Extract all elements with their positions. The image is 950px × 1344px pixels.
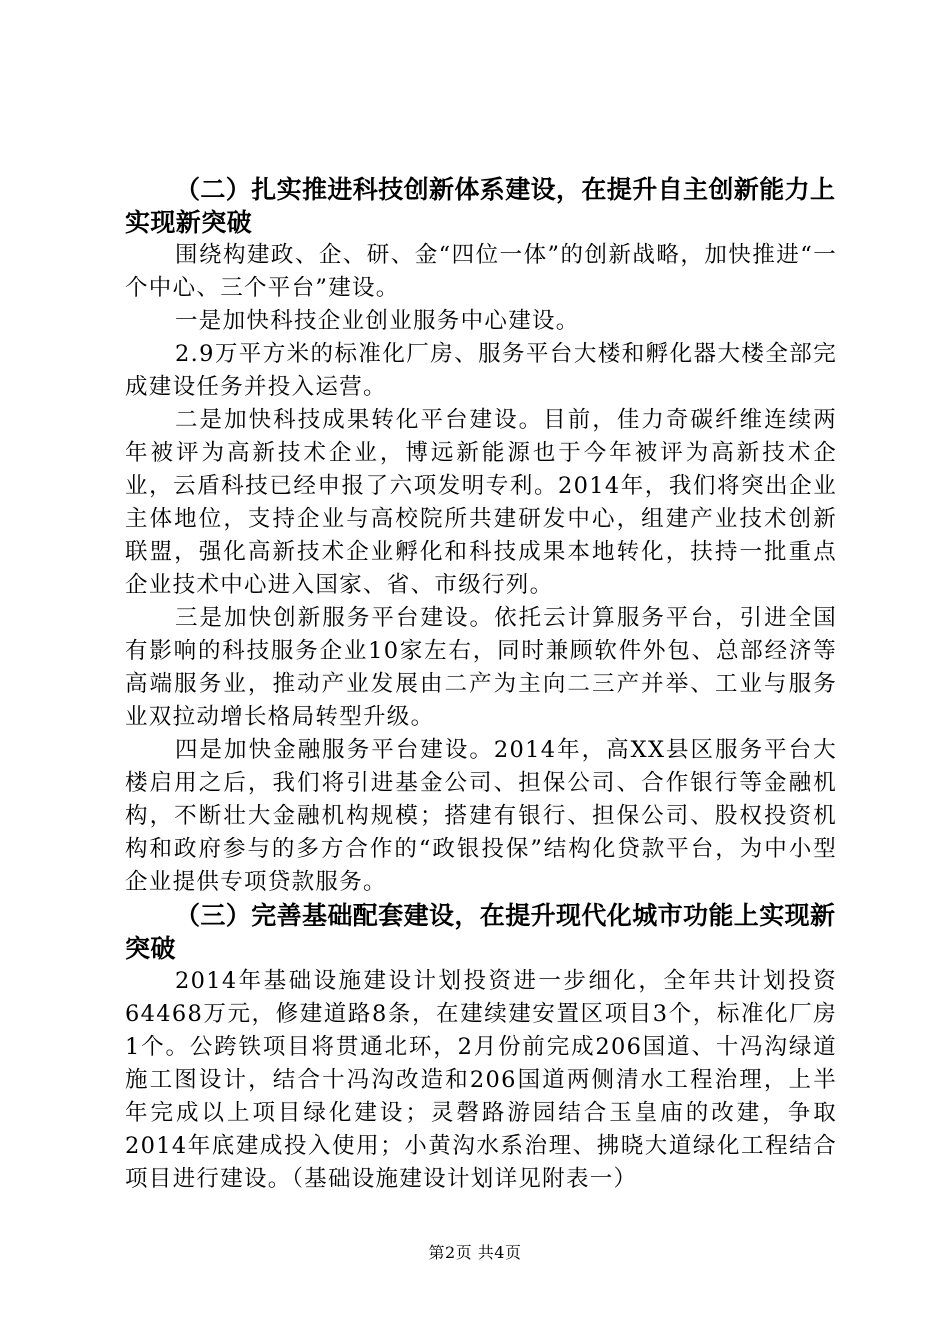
paragraph-item-1: 一是加快科技企业创业服务中心建设。 bbox=[175, 308, 580, 334]
paragraph-item-3: 三是加快创新服务平台建设。依托云计算服务平台，引进全国有影响的科技服务企业10家左右，同时兼顾软件外包、总部经济等高端服务业，推动产业发展由二产为主向二三产并举、工业与服务业双拉动增长格局转型升级。 bbox=[125, 605, 837, 730]
paragraph-infrastructure: 2014年基础设施建设计划投资进一步细化，全年共计划投资64468万元，修建道路8条，在建续建安置区项目3个，标准化厂房1个。公跨铁项目将贯通北环，2月份前完成206国道、十冯沟绿道施工图设计，结合十冯沟改造和206国道两侧清水工程治理，上半年完成以上项目绿化建设；灵磬路游园结合玉皇庙的改建，争取2014年底建成投入使用；小黄沟水系治理、拂晓大道绿化工程结合项目进行建设。（基础设施建设计划详见附表一） bbox=[125, 968, 837, 1192]
section-heading-3: （三）完善基础配套建设，在提升现代化城市功能上实现新突破 bbox=[125, 901, 836, 963]
paragraph-item-4: 四是加快金融服务平台建设。2014年，高XX县区服务平台大楼启用之后，我们将引进基金公司、担保公司、合作银行等金融机构，不断壮大金融机构规模；搭建有银行、担保公司、股权投资机构和政府参与的多方合作的“政银投保”结构化贷款平台，为中小型企业提供专项贷款服务。 bbox=[125, 737, 837, 895]
page-number-footer: 第2页 共4页 bbox=[428, 1243, 522, 1262]
paragraph-item-1-detail: 2.9万平方米的标准化厂房、服务平台大楼和孵化器大楼全部完成建设任务并投入运营。 bbox=[125, 341, 837, 400]
paragraph-strategy: 围绕构建政、企、研、金“四位一体”的创新战略，加快推进“一个中心、三个平台”建设。 bbox=[125, 242, 837, 301]
section-heading-2: （二）扎实推进科技创新体系建设，在提升自主创新能力上实现新突破 bbox=[125, 175, 836, 237]
document-body bbox=[125, 173, 837, 1196]
paragraph-item-2: 二是加快科技成果转化平台建设。目前，佳力奇碳纤维连续两年被评为高新技术企业，博远新能源也于今年被评为高新技术企业，云盾科技已经申报了六项发明专利。2014年，我们将突出企业主体地位，支持企业与高校院所共建研发中心，组建产业技术创新联盟，强化高新技术企业孵化和科技成果本地转化，扶持一批重点企业技术中心进入国家、省、市级行列。 bbox=[125, 407, 837, 598]
